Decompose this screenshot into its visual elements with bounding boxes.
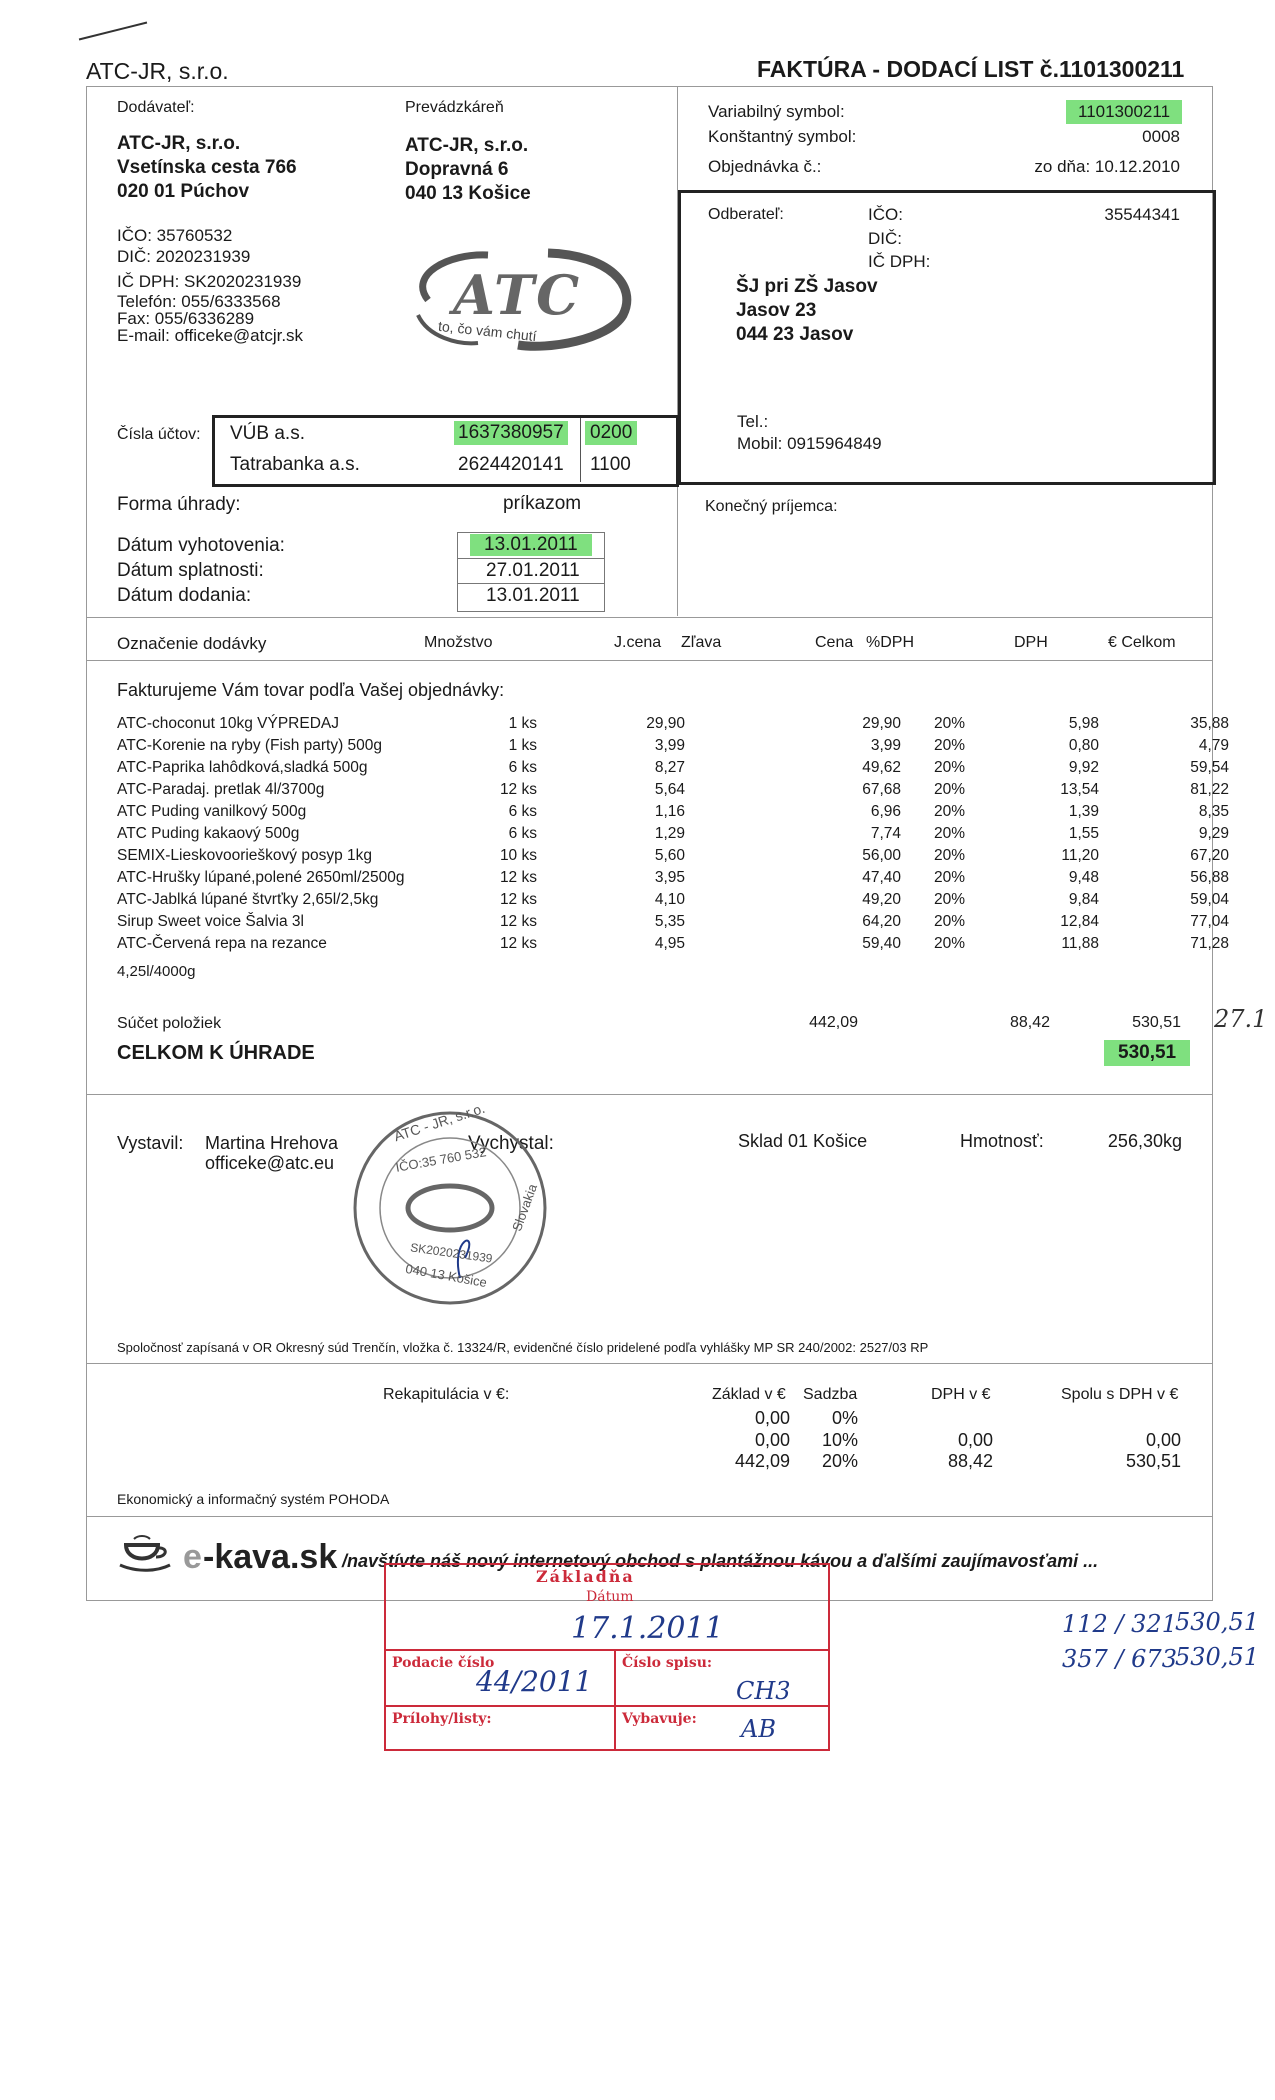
receipt-stamp [384,1563,830,1751]
sum-base: 442,09 [809,1014,858,1031]
item-unit: 8,27 [654,759,685,776]
item-total: 9,29 [1198,825,1229,842]
supplier-phone: Telefón: 055/6333568 [117,292,281,311]
item-name: ATC-Paprika lahôdková,sladká 500g [117,759,368,776]
table-row [117,891,1229,913]
stamp-city: 040 13 Košice [404,1260,489,1291]
item-total: 81,22 [1190,781,1229,798]
item-name: SEMIX-Lieskovoorieškový posyp 1kg [117,847,373,864]
order-label: Objednávka č.: [708,157,822,176]
supplier-icdph: IČ DPH: SK2020231939 [117,272,302,291]
supplier-email: E-mail: officeke@atcjr.sk [117,326,304,345]
variable-symbol-label: Variabilný symbol: [708,102,845,121]
item-rate: 20% [933,803,965,820]
customer-label: Odberateľ: [708,206,784,223]
account-number-2: 2624420141 [458,454,564,475]
handwritten-note-1a: 112 / 321 [1062,1610,1177,1638]
receipt-number-value: 44/2011 [476,1665,593,1698]
item-total: 59,54 [1190,759,1229,776]
table-row [117,803,1229,825]
item-name: Sirup Sweet voice Šalvia 3l [117,913,304,930]
item-price: 59,40 [862,935,901,952]
accounts-divider [580,418,581,482]
branch-street: Dopravná 6 [405,159,509,180]
item-total: 71,28 [1190,935,1229,952]
item-qty: 1 ks [508,715,537,732]
accounts-label: Čísla účtov: [117,426,201,443]
recap-header-rate: Sadzba [803,1386,858,1403]
account-code-1: 0200 [585,421,637,445]
item-rate: 20% [933,891,965,908]
customer-name: ŠJ pri ZŠ Jasov [736,276,878,297]
handwritten-note-1b: 530,51 [1175,1608,1259,1636]
recap-base-1: 0,00 [754,1430,790,1450]
item-rate: 20% [933,781,965,798]
issuer-name: Martina Hrehova [205,1133,339,1153]
sum-label: Súčet položiek [117,1015,222,1032]
supplier-ico: IČO: 35760532 [117,226,233,245]
handwritten-note-2b: 530,51 [1175,1643,1259,1671]
item-qty: 12 ks [499,935,537,952]
recap-header-total: Spolu s DPH v € [1061,1386,1179,1403]
recap-rate-2: 20% [822,1451,859,1471]
prepared-label: Vychystal: [468,1133,554,1154]
constant-symbol-value: 0008 [1142,127,1180,146]
recap-base-2: 442,09 [734,1451,790,1471]
recap-vat-2: 88,42 [947,1451,993,1471]
invoice-title: FAKTÚRA - DODACÍ LIST č.1101300211 [757,56,1185,82]
item-price: 7,74 [870,825,901,842]
stamp-top-text: ATC - JR, s.r.o. [391,1099,487,1145]
item-name: ATC-Jablká lúpané štvrťky 2,65l/2,5kg [117,891,379,908]
item-unit: 3,99 [654,737,685,754]
item-price: 64,20 [862,913,901,930]
sum-bottom-line [86,1094,1213,1095]
item-name: ATC-Červená repa na rezance [117,935,327,952]
delivery-date-label: Dátum dodania: [117,585,252,606]
item-price: 47,40 [862,869,901,886]
col-price: Cena [815,634,854,651]
brand-slogan: /navštívte náš nový internetový obchod s plantážnou kávou a ďalšími zaujímavosťami ... [342,1551,1099,1571]
customer-icdph-label: IČ DPH: [868,252,931,271]
dates-sep-2 [457,583,604,584]
company-stamp [350,1099,550,1308]
item-vat: 0,80 [1068,737,1099,754]
dates-sep-1 [457,558,604,559]
frame-left [86,86,87,1601]
payment-form-value: príkazom [503,493,582,514]
table-row [117,869,1229,891]
receipt-attach-label: Prílohy/listy: [392,1711,492,1727]
item-vat: 9,92 [1068,759,1099,776]
account-bank-1: VÚB a.s. [230,423,305,444]
recap-rate-1: 10% [822,1430,859,1450]
branch-label: Prevádzkáreň [405,99,504,116]
item-qty: 10 ks [499,847,537,864]
company-heading: ATC-JR, s.r.o. [86,58,229,84]
customer-ico-value: 35544341 [1104,205,1180,224]
item-rate: 20% [933,759,965,776]
item-vat: 11,20 [1061,847,1099,864]
supplier-name: ATC-JR, s.r.o. [117,133,241,154]
warehouse: Sklad 01 Košice [738,1131,868,1151]
stamp-dic: SK2020231939 [409,1240,494,1266]
item-vat: 12,84 [1060,913,1099,930]
item-vat: 13,54 [1060,781,1099,798]
table-row [117,913,1229,935]
item-vat: 11,88 [1061,935,1099,952]
logo-text: ATC [453,263,582,327]
invoice-intro: Fakturujeme Vám tovar podľa Vašej objednávky: [117,680,505,700]
item-price: 49,20 [862,891,901,908]
receipt-row-line-2 [386,1705,828,1707]
receipt-handler-label: Vybavuje: [622,1711,697,1727]
variable-symbol-value: 1101300211 [1066,100,1182,124]
item-unit: 5,35 [654,913,685,930]
recap-base-0: 0,00 [754,1408,790,1428]
item-qty: 6 ks [508,759,537,776]
recap-vat-1: 0,00 [957,1430,993,1450]
recap-label: Rekapitulácia v €: [383,1386,510,1403]
handwritten-note-2a: 357 / 673 [1062,1645,1177,1673]
receipt-file-value: CH3 [736,1677,791,1705]
item-vat: 1,55 [1068,825,1099,842]
item-rate: 20% [933,913,965,930]
delivery-date-value: 13.01.2011 [486,585,580,606]
account-code-2: 1100 [590,454,631,475]
item-price: 67,68 [862,781,901,798]
branch-city: 040 13 Košice [405,183,531,204]
item-vat: 9,84 [1068,891,1099,908]
customer-street: Jasov 23 [736,300,817,321]
receipt-title: Základňa [536,1567,635,1586]
item-total: 8,35 [1198,803,1229,820]
item-unit: 29,90 [646,715,685,732]
receipt-date-value: 17.1.2011 [571,1611,724,1646]
col-qty: Množstvo [424,634,493,651]
due-date-value: 27.01.2011 [486,560,580,581]
brand-e: e [183,1538,202,1576]
header-underline [86,86,1213,87]
col-vat: DPH [1014,634,1048,651]
weight-label: Hmotnosť: [960,1131,1044,1151]
receipt-col-line [614,1649,616,1749]
final-recipient-label: Konečný príjemca: [705,498,838,515]
col-item: Označenie dodávky [117,634,267,653]
account-bank-2: Tatrabanka a.s. [230,454,360,475]
system-note: Ekonomický a informačný systém POHODA [117,1491,390,1507]
registration-line [86,1363,1213,1364]
item-total: 77,04 [1190,913,1229,930]
stamp-country: Slovakia [509,1181,541,1234]
pen-mark [79,22,147,41]
sum-total: 530,51 [1132,1014,1181,1031]
item-rate: 20% [933,935,965,952]
recap-total-1: 0,00 [1145,1430,1181,1450]
item-extra-line: 4,25l/4000g [117,963,196,980]
issuer-email: officeke@atc.eu [205,1153,335,1173]
sum-vat: 88,42 [1009,1014,1050,1031]
branch-name: ATC-JR, s.r.o. [405,135,529,156]
item-qty: 12 ks [499,891,537,908]
customer-mobile: Mobil: 0915964849 [737,434,882,453]
col-unit-price: J.cena [614,634,662,651]
table-row [117,737,1229,759]
total-due-label: CELKOM K ÚHRADE [117,1042,315,1064]
order-value: zo dňa: 10.12.2010 [1034,157,1180,176]
item-rate: 20% [933,737,965,754]
item-price: 56,00 [862,847,901,864]
constant-symbol-label: Konštantný symbol: [708,127,857,146]
recap-rate-0: 0% [832,1408,859,1428]
item-price: 3,99 [870,737,901,754]
brand-name: -kava.sk [203,1538,338,1576]
item-rate: 20% [933,715,965,732]
item-name: ATC-Korenie na ryby (Fish party) 500g [117,737,383,754]
item-unit: 4,10 [654,891,685,908]
table-row [117,715,1229,737]
receipt-handler-value: AB [741,1715,776,1743]
total-due-value: 530,51 [1104,1040,1190,1066]
margin-note: 27.1 [1214,1005,1268,1033]
coffee-cup-icon [118,1533,174,1577]
issuer-label: Vystavil: [117,1133,184,1153]
registration-note: Spoločnosť zapísaná v OR Okresný súd Trenčín, vložka č. 13324/R, evidenčné číslo pridelené podľa vyhlášky MP SR 240/2002: 2527/03 RP [117,1340,929,1355]
logo-slogan: to, čo vám chutí [437,317,538,345]
issued-date-value: 13.01.2011 [470,534,592,556]
receipt-file-label: Číslo spisu: [622,1655,713,1671]
item-total: 59,04 [1190,891,1229,908]
item-qty: 12 ks [499,869,537,886]
item-qty: 12 ks [499,913,537,930]
item-rate: 20% [933,869,965,886]
supplier-label: Dodávateľ: [117,99,195,116]
customer-tel-label: Tel.: [737,412,769,431]
item-name: ATC-choconut 10kg VÝPREDAJ [117,715,339,732]
item-name: ATC Puding vanilkový 500g [117,803,307,820]
item-unit: 4,95 [654,935,685,952]
atc-logo [398,245,638,355]
item-qty: 6 ks [508,825,537,842]
columns-top-line [86,617,1213,618]
item-total: 35,88 [1190,715,1229,732]
item-price: 49,62 [862,759,901,776]
item-name: ATC-Paradaj. pretlak 4l/3700g [117,781,325,798]
item-unit: 5,64 [654,781,685,798]
supplier-street: Vsetínska cesta 766 [117,157,297,178]
item-price: 29,90 [862,715,901,732]
customer-city: 044 23 Jasov [736,324,854,345]
item-name: ATC-Hrušky lúpané,polené 2650ml/2500g [117,869,405,886]
recap-total-2: 530,51 [1125,1451,1181,1471]
table-row [117,935,1229,957]
col-total: € Celkom [1108,634,1176,651]
payment-form-label: Forma úhrady: [117,494,241,515]
weight-value: 256,30kg [1107,1131,1182,1151]
item-total: 56,88 [1190,869,1229,886]
item-unit: 1,29 [654,825,685,842]
system-line [86,1516,1213,1517]
stamp-ico: IČO:35 760 532 [394,1144,488,1175]
item-qty: 6 ks [508,803,537,820]
table-row [117,847,1229,869]
item-vat: 5,98 [1068,715,1099,732]
supplier-city: 020 01 Púchov [117,181,250,202]
customer-dic-label: DIČ: [868,229,902,248]
item-vat: 1,39 [1068,803,1099,820]
item-rate: 20% [933,825,965,842]
receipt-date-label: Dátum [586,1589,634,1605]
table-row [117,781,1229,803]
item-vat: 9,48 [1068,869,1099,886]
customer-ico-label: IČO: [868,205,903,224]
item-total: 4,79 [1198,737,1229,754]
item-unit: 5,60 [654,847,685,864]
col-discount: Zľava [681,634,722,651]
item-total: 67,20 [1190,847,1229,864]
table-row [117,825,1229,847]
col-vat-rate: %DPH [866,634,915,651]
account-number-1: 1637380957 [454,421,568,445]
item-qty: 12 ks [499,781,537,798]
item-name: ATC Puding kakaový 500g [117,825,300,842]
item-rate: 20% [933,847,965,864]
recap-header-vat: DPH v € [931,1386,991,1403]
receipt-number-label: Podacie číslo [392,1655,495,1671]
supplier-dic: DIČ: 2020231939 [117,247,251,266]
item-qty: 1 ks [508,737,537,754]
items-table [117,715,1229,957]
item-unit: 1,16 [654,803,685,820]
item-price: 6,96 [870,803,901,820]
receipt-row-line-1 [386,1649,828,1651]
recap-header-base: Základ v € [712,1386,786,1403]
table-row [117,759,1229,781]
supplier-fax: Fax: 055/6336289 [117,309,255,328]
item-unit: 3,95 [654,869,685,886]
due-date-label: Dátum splatnosti: [117,560,264,581]
columns-bottom-line [86,660,1213,661]
issued-date-label: Dátum vyhotovenia: [117,535,285,556]
